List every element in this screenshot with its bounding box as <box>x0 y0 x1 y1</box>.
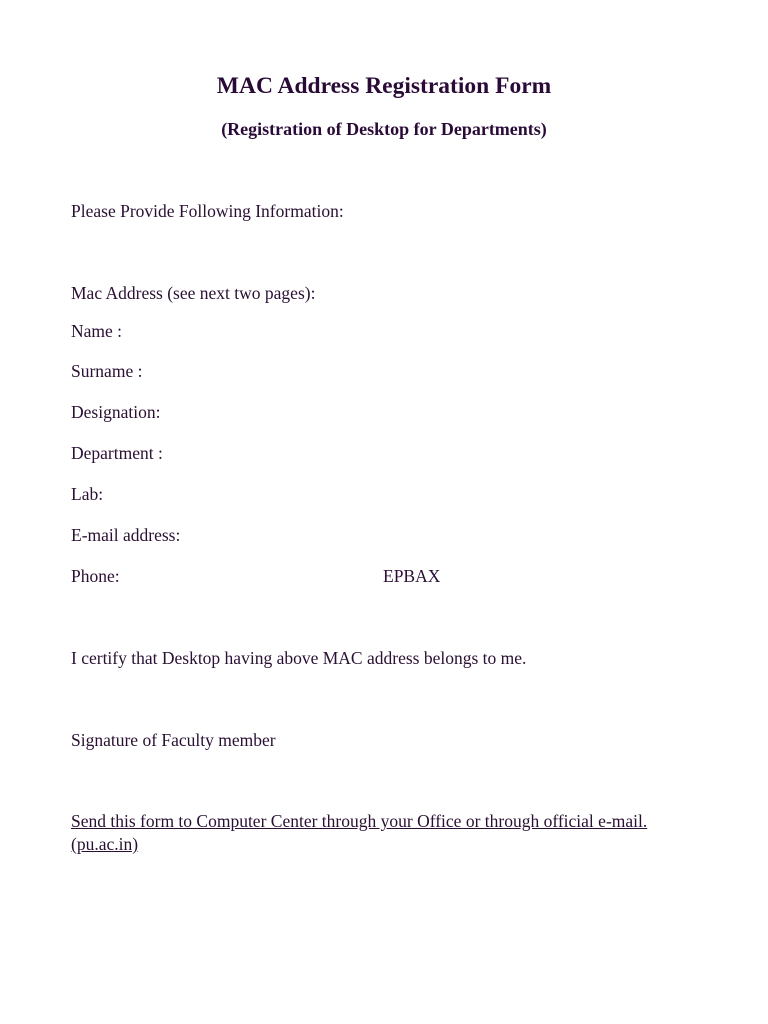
submission-note: Send this form to Computer Center through your Office or through official e-mail.(pu.ac.in) <box>71 811 648 854</box>
field-email <box>71 523 180 547</box>
field-mac-address <box>71 281 315 305</box>
field-surname <box>71 359 142 383</box>
field-surname-label: Surname : <box>71 361 143 381</box>
form-title: MAC Address Registration Form <box>216 73 552 99</box>
certification-text: I certify that Desktop having above MAC address belongs to me. <box>71 648 527 668</box>
field-email-label: E-mail address: <box>71 525 181 545</box>
field-phone-label: Phone: <box>71 566 120 586</box>
intro-text: Please Provide Following Information: <box>71 201 344 221</box>
field-mac-address-label: Mac Address (see next two pages): <box>71 283 316 303</box>
field-epbax-label: EPBAX <box>383 566 441 586</box>
field-designation <box>71 400 160 424</box>
field-lab-label: Lab: <box>71 484 104 504</box>
field-name <box>71 319 122 343</box>
form-subtitle: (Registration of Desktop for Departments) <box>221 119 547 139</box>
field-department-label: Department : <box>71 443 163 463</box>
field-department <box>71 441 163 465</box>
signature-label: Signature of Faculty member <box>71 730 276 750</box>
field-name-label: Name : <box>71 321 123 341</box>
field-phone <box>71 564 120 588</box>
field-designation-label: Designation: <box>71 402 161 422</box>
field-lab <box>71 482 103 506</box>
